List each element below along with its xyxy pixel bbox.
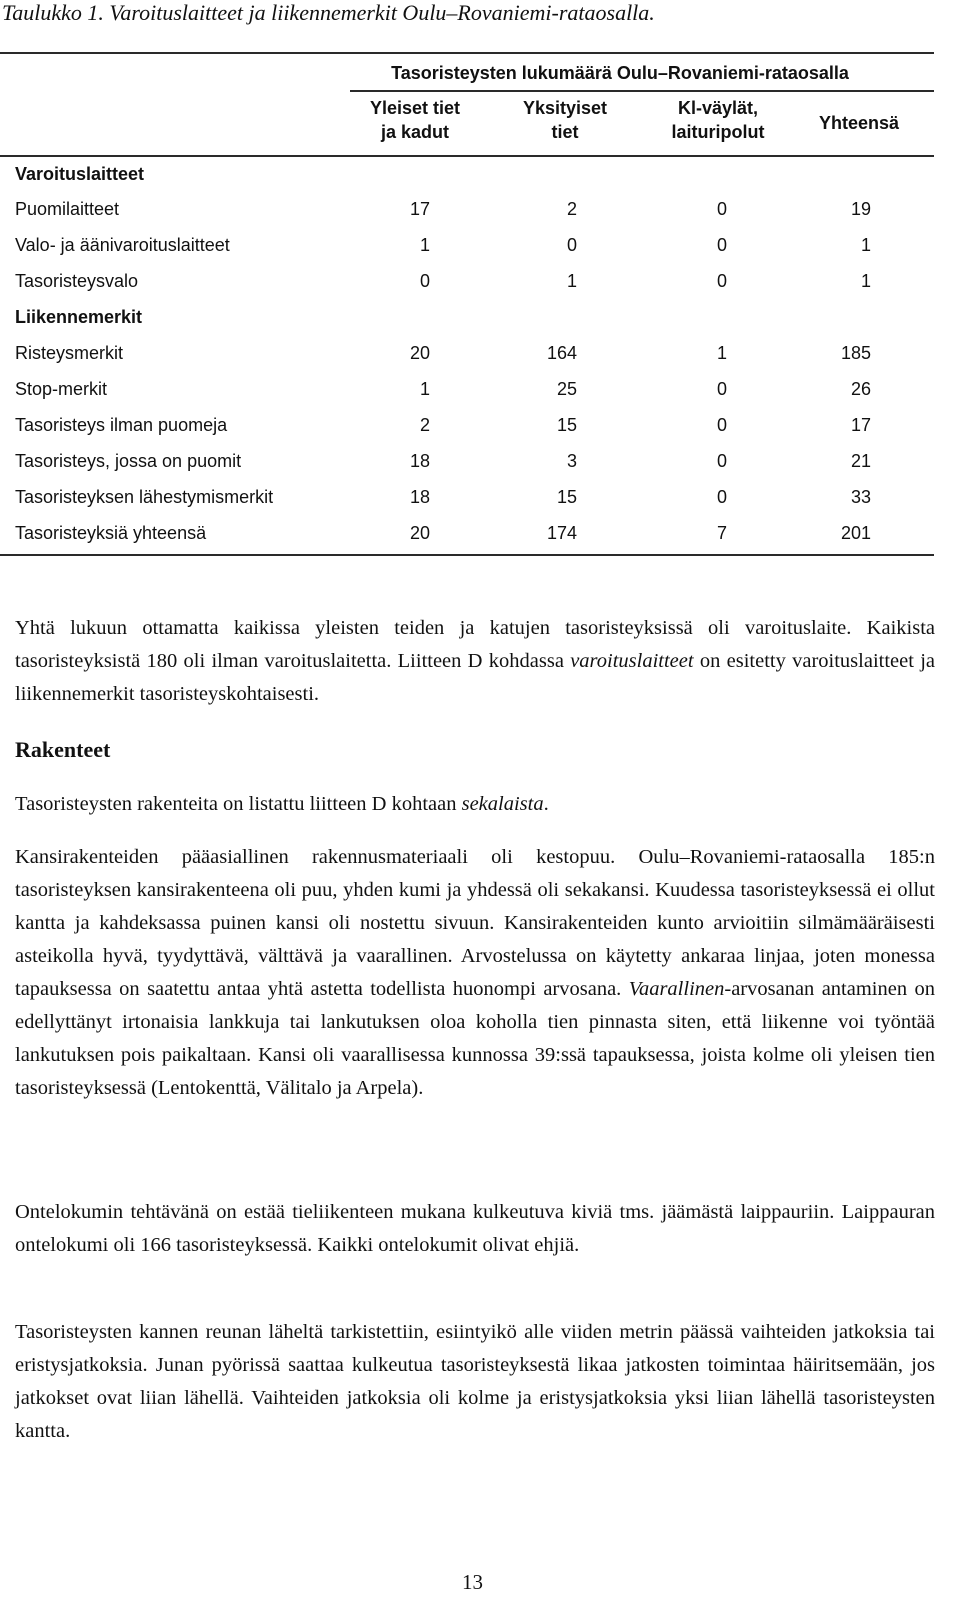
table-row-label: Stop-merkit (15, 379, 108, 399)
table-caption: Taulukko 1. Varoituslaitteet ja liikennemerkit Oulu–Rovaniemi-rataosalla. (2, 0, 655, 25)
table-cell: 17 (409, 199, 430, 219)
section-title-warning-devices: Varoituslaitteet (15, 164, 145, 184)
table-top-rule (0, 52, 934, 54)
table-row-label: Tasoristeys, jossa on puomit (15, 451, 242, 471)
table-cell: 1 (419, 379, 430, 399)
table-cell: 3 (566, 451, 577, 471)
paragraph-warning-devices: Yhtä lukuun ottamatta kaikissa yleisten teiden ja katujen tasoristeyksissä oli varoituslaite. Kaikista tasoristeyksistä 180 oli ilman varoituslaitetta. Liitteen D kohdassa varoituslaitteet on esitetty varoituslaitteet ja liikennemerkit tasoristeyskohtaisesti. (15, 617, 935, 705)
table-cell: 19 (850, 199, 871, 219)
table-cell: 15 (556, 415, 577, 435)
paragraph-rail-joints: Tasoristeysten kannen reunan läheltä tarkistettiin, esiintyikö alle viiden metrin päässä vaihteiden jatkoksia tai eristysjatkoksia. Junan pyörissä saattaa kulkeutua tasoristeyksestä likaa jatkosten toimintaa häiritsemään, jos jatkokset ovat liian lähellä. Vaihteiden jatkoksia oli kolme ja eristysjatkoksia yksi liian lähellä tasoristeysten kantta. (15, 1321, 935, 1442)
paragraph-deck-structures: Kansirakenteiden pääasiallinen rakennusmateriaali oli kestopuu. Oulu–Rovaniemi-rataosalla 185:n tasoristeyksen kansirakenteena oli puu, yhden kumi ja yhdessä oli sekakansi. Kuudessa tasoristeyksessä ei ollut kantta ja kahdeksassa puinen kansi oli nostettu sivuun. Kansirakenteiden kunto arvioitiin silmämääräisesti asteikolla hyvä, tyydyttävä, välttävä ja vaarallinen. Arvostelussa on käytetty ankaraa linjaa, joten monessa tapauksessa on saatettu antaa yhtä astetta todellista huonompi arvosana. Vaarallinen-arvosanan antaminen on edellyttänyt irtonaisia lankkuja tai lankutuksen oloa koholla tien pinnasta siten, että liikenne voi työntää lankutuksen pois paikaltaan. Kansi oli vaarallisessa kunnossa 39:ssä tapauksessa, joista kolme oli yleisen tien tasoristeyksessä (Lentokenttä, Välitalo ja Arpela). (15, 846, 935, 1099)
table-cell: 1 (860, 271, 871, 291)
table-cell: 21 (850, 451, 871, 471)
table-row-label: Tasoristeyksen lähestymismerkit (15, 487, 274, 507)
col-header-pedestrian-paths: Kl-väylät, laituripolut (671, 98, 765, 142)
total-cell: 174 (546, 523, 577, 543)
table-cell: 26 (850, 379, 871, 399)
group-header: Tasoristeysten lukumäärä Oulu–Rovaniemi-rataosalla (391, 63, 849, 83)
total-cell: 201 (840, 523, 871, 543)
total-cell: 7 (716, 523, 727, 543)
table-cell: 0 (716, 199, 727, 219)
table-cell: 1 (566, 271, 577, 291)
table-cell: 1 (419, 235, 430, 255)
table-cell: 18 (409, 451, 430, 471)
table-cell: 164 (546, 343, 577, 363)
table-cell: 0 (716, 451, 727, 471)
table-cell: 20 (409, 343, 430, 363)
data-table (0, 0, 960, 600)
total-row-label: Tasoristeyksiä yhteensä (15, 523, 207, 543)
table-cell: 15 (556, 487, 577, 507)
table-cell: 185 (840, 343, 871, 363)
table-cell: 33 (850, 487, 871, 507)
table-row-label: Risteysmerkit (15, 343, 124, 363)
table-cell: 1 (716, 343, 727, 363)
table-cell: 0 (419, 271, 430, 291)
table-row-label: Tasoristeysvalo (15, 271, 139, 291)
group-header-rule (350, 90, 934, 92)
table-row-label: Valo- ja äänivaroituslaitteet (15, 235, 230, 255)
table-cell: 0 (716, 271, 727, 291)
total-cell: 20 (409, 523, 430, 543)
table-cell: 18 (409, 487, 430, 507)
table-cell: 2 (419, 415, 430, 435)
header-bottom-rule (0, 155, 934, 157)
table-cell: 0 (716, 235, 727, 255)
table-row-label: Puomilaitteet (15, 199, 120, 219)
page-number: 13 (462, 1570, 483, 1594)
paragraph-flange-rubber: Ontelokumin tehtävänä on estää tieliikenteen mukana kulkeutuva kiviä tms. jäämästä laippauriin. Laippauran ontelokumi oli 166 tasoristeyksessä. Kaikki ontelokumit olivat ehjiä. (15, 1201, 935, 1256)
col-header-private-roads: Yksityiset tiet (522, 98, 608, 142)
table-cell: 17 (850, 415, 871, 435)
table-cell: 0 (716, 415, 727, 435)
table-cell: 2 (566, 199, 577, 219)
table-cell: 0 (716, 487, 727, 507)
col-header-total: Yhteensä (818, 113, 900, 133)
table-cell: 1 (860, 235, 871, 255)
table-row-label: Tasoristeys ilman puomeja (15, 415, 228, 435)
paragraph-structures-list: Tasoristeysten rakenteita on listattu liitteen D kohtaan sekalaista. (15, 793, 549, 815)
table-cell: 25 (556, 379, 577, 399)
table-cell: 0 (566, 235, 577, 255)
section-heading-structures: Rakenteet (15, 737, 111, 762)
table-cell: 0 (716, 379, 727, 399)
table-bottom-rule (0, 554, 934, 556)
section-title-traffic-signs: Liikennemerkit (15, 307, 143, 327)
col-header-public-roads: Yleiset tiet ja kadut (369, 98, 461, 142)
